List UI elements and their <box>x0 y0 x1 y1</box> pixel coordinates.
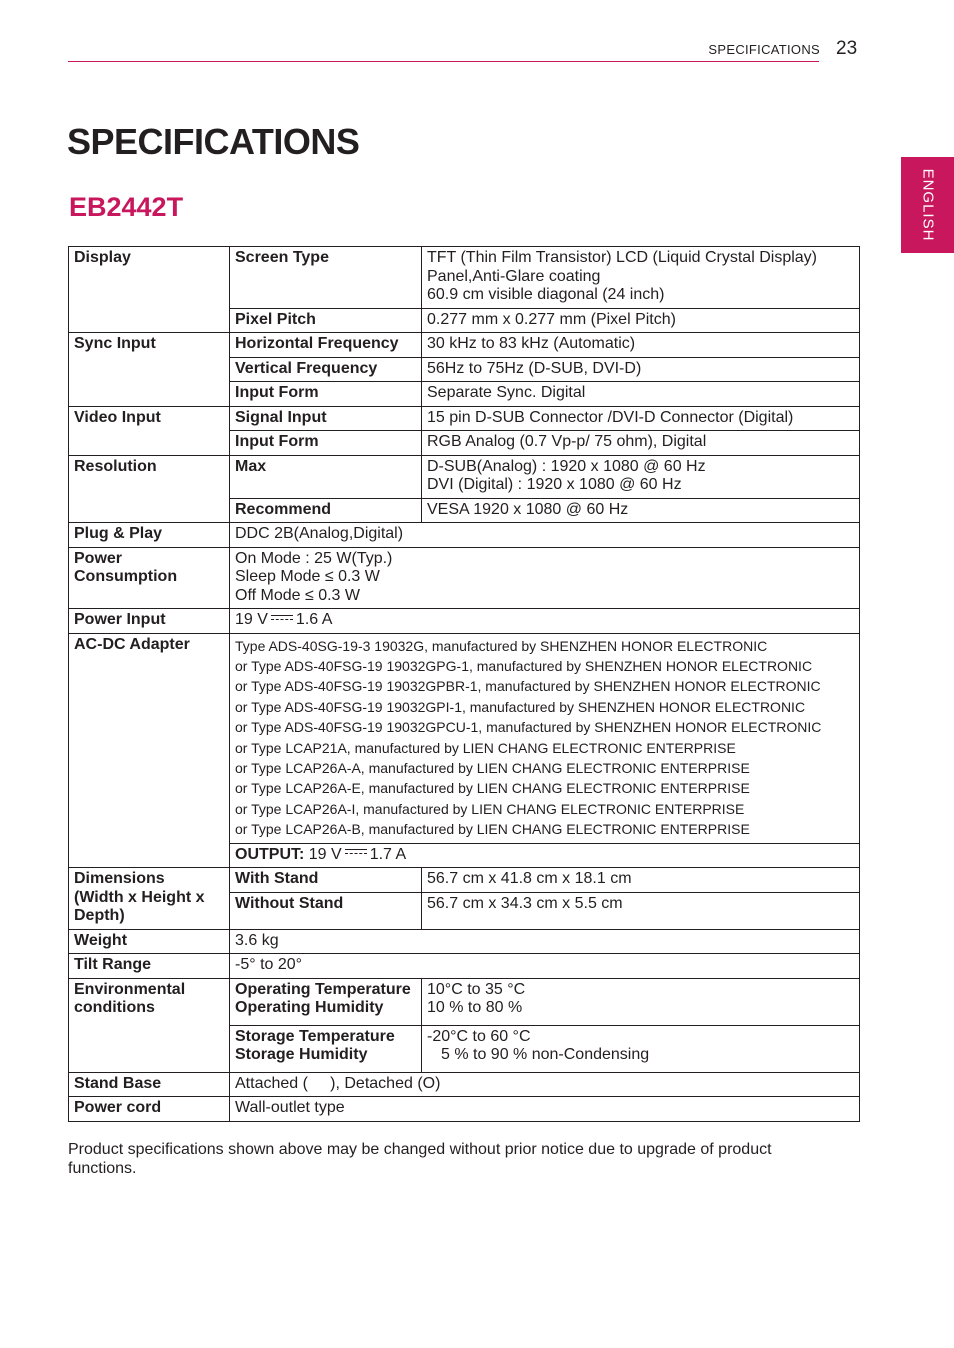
page-title: SPECIFICATIONS <box>67 121 360 162</box>
amp-value: 1.6 A <box>295 611 333 628</box>
table-row <box>69 978 860 1025</box>
header-section-label: SPECIFICATIONS <box>708 42 820 57</box>
value-operating <box>422 978 860 1025</box>
table-row <box>69 406 860 431</box>
value-tilt-range: -5° to 20° <box>230 954 860 979</box>
row-label-plug-and-play: Plug & Play <box>69 523 230 548</box>
sub-label-with-stand: With Stand <box>230 868 422 893</box>
row-label-weight: Weight <box>69 929 230 954</box>
label-line: Dimensions <box>74 870 165 888</box>
value-max-resolution <box>422 455 860 498</box>
label-line: conditions <box>74 999 155 1017</box>
value-video-input-form: RGB Analog (0.7 Vp-p/ 75 ohm), Digital <box>422 431 860 456</box>
label-line: Operating Temperature <box>235 980 411 998</box>
value-line: DVI (Digital) : 1920 x 1080 @ 60 Hz <box>427 476 682 493</box>
dc-symbol-icon <box>345 848 367 856</box>
row-label-dimensions <box>69 868 230 930</box>
value-line: 5 % to 90 % non-Condensing <box>441 1046 650 1064</box>
value-vertical-frequency: 56Hz to 75Hz (D-SUB, DVI-D) <box>422 357 860 382</box>
row-label-stand-base: Stand Base <box>69 1072 230 1097</box>
row-label-power-cord: Power cord <box>69 1097 230 1122</box>
value-line: TFT (Thin Film Transistor) LCD (Liquid Crystal Display) <box>427 249 817 266</box>
table-row <box>69 455 860 498</box>
table-row <box>69 954 860 979</box>
value-with-stand: 56.7 cm x 41.8 cm x 18.1 cm <box>422 868 860 893</box>
spec-table <box>68 246 860 1122</box>
value-power-cord: Wall-outlet type <box>230 1097 860 1122</box>
footnote: Product specifications shown above may be changed without prior notice due to upgrade of product functions. <box>68 1141 772 1177</box>
adapter-line: or Type ADS-40FSG-19 19032GPBR-1, manufactured by SHENZHEN HONOR ELECTRONIC <box>235 678 821 695</box>
table-row <box>69 868 860 893</box>
row-label-display: Display <box>69 247 230 333</box>
row-label-resolution: Resolution <box>69 455 230 523</box>
value-adapter-output <box>230 843 860 868</box>
table-row <box>69 333 860 358</box>
row-label-power-consumption <box>69 547 230 609</box>
value-line: Panel,Anti-Glare coating <box>427 267 601 285</box>
adapter-line: Type ADS-40SG-19-3 19032G, manufactured by SHENZHEN HONOR ELECTRONIC <box>235 637 768 654</box>
label-line: Power <box>74 549 123 567</box>
output-amp: 1.7 A <box>369 845 407 863</box>
value-line: 10 % to 80 % <box>427 999 523 1017</box>
table-row <box>69 633 860 843</box>
table-row <box>69 547 860 609</box>
row-label-power-input: Power Input <box>69 609 230 634</box>
adapter-line: or Type LCAP21A, manufactured by LIEN CHANG ELECTRONIC ENTERPRISE <box>235 739 736 756</box>
header-divider <box>68 61 819 62</box>
label-line: Consumption <box>74 568 178 585</box>
sub-label-vertical-frequency: Vertical Frequency <box>230 357 422 382</box>
label-line: Storage Temperature <box>235 1027 395 1045</box>
table-row <box>69 1097 860 1122</box>
adapter-line: or Type LCAP26A-A, manufactured by LIEN CHANG ELECTRONIC ENTERPRISE <box>235 759 750 776</box>
sub-label-operating <box>230 978 422 1025</box>
row-label-sync-input: Sync Input <box>69 333 230 407</box>
value-power-consumption <box>230 547 860 609</box>
value-without-stand: 56.7 cm x 34.3 cm x 5.5 cm <box>422 892 860 929</box>
sub-label-recommend: Recommend <box>230 498 422 523</box>
adapter-line: or Type ADS-40FSG-19 19032GPG-1, manufactured by SHENZHEN HONOR ELECTRONIC <box>235 657 813 674</box>
value-signal-input: 15 pin D-SUB Connector /DVI-D Connector (Digital) <box>422 406 860 431</box>
row-label-video-input: Video Input <box>69 406 230 455</box>
label-line: Environmental <box>74 980 186 998</box>
value-line: D-SUB(Analog) : 1920 x 1080 @ 60 Hz <box>427 457 706 475</box>
value-storage <box>422 1025 860 1072</box>
sub-label-horizontal-frequency: Horizontal Frequency <box>230 333 422 358</box>
value-stand-base: Attached ( ), Detached (O) <box>230 1072 860 1097</box>
adapter-line: or Type LCAP26A-I, manufactured by LIEN CHANG ELECTRONIC ENTERPRISE <box>235 800 745 817</box>
page-number: 23 <box>836 38 858 59</box>
language-tab-label: ENGLISH <box>919 168 936 242</box>
value-recommend: VESA 1920 x 1080 @ 60 Hz <box>422 498 860 523</box>
table-row <box>69 247 860 309</box>
value-line: -20°C to 60 °C <box>427 1027 531 1045</box>
value-screen-type <box>422 247 860 309</box>
label-line: Storage Humidity <box>235 1046 368 1064</box>
value-sync-input-form: Separate Sync. Digital <box>422 382 860 407</box>
sub-label-pixel-pitch: Pixel Pitch <box>230 308 422 333</box>
sub-label-sync-input-form: Input Form <box>230 382 422 407</box>
sub-label-storage <box>230 1025 422 1072</box>
language-tab <box>901 157 954 253</box>
value-plug-and-play: DDC 2B(Analog,Digital) <box>230 523 860 548</box>
sub-label-signal-input: Signal Input <box>230 406 422 431</box>
sub-label-screen-type: Screen Type <box>230 247 422 309</box>
value-horizontal-frequency: 30 kHz to 83 kHz (Automatic) <box>422 333 860 358</box>
adapter-line: or Type ADS-40FSG-19 19032GPCU-1, manufactured by SHENZHEN HONOR ELECTRONIC <box>235 719 822 736</box>
adapter-line: or Type LCAP26A-B, manufactured by LIEN CHANG ELECTRONIC ENTERPRISE <box>235 821 750 838</box>
output-volt: 19 V <box>308 845 342 863</box>
table-row <box>69 1072 860 1097</box>
sub-label-max: Max <box>230 455 422 498</box>
dc-symbol-icon <box>271 614 293 622</box>
table-row <box>69 523 860 548</box>
value-line: 10°C to 35 °C <box>427 980 526 998</box>
model-heading: EB2442T <box>69 192 184 222</box>
value-line: 60.9 cm visible diagonal (24 inch) <box>427 286 665 303</box>
label-line: Operating Humidity <box>235 999 384 1017</box>
table-row <box>69 609 860 634</box>
value-power-input <box>230 609 860 634</box>
value-weight: 3.6 kg <box>230 929 860 954</box>
label-line: Depth) <box>74 907 125 925</box>
value-adapter-types <box>230 633 860 843</box>
value-line: On Mode : 25 W(Typ.) <box>235 549 393 567</box>
adapter-line: or Type LCAP26A-E, manufactured by LIEN CHANG ELECTRONIC ENTERPRISE <box>235 780 750 797</box>
output-label: OUTPUT: <box>235 845 305 863</box>
row-label-environmental <box>69 978 230 1072</box>
adapter-line: or Type ADS-40FSG-19 19032GPI-1, manufactured by SHENZHEN HONOR ELECTRONIC <box>235 698 806 715</box>
sub-label-without-stand: Without Stand <box>230 892 422 929</box>
label-line: (Width x Height x <box>74 888 205 906</box>
value-line: Off Mode ≤ 0.3 W <box>235 586 360 604</box>
value-pixel-pitch: 0.277 mm x 0.277 mm (Pixel Pitch) <box>422 308 860 333</box>
volt-value: 19 V <box>235 611 268 628</box>
table-row <box>69 929 860 954</box>
sub-label-video-input-form: Input Form <box>230 431 422 456</box>
row-label-ac-dc-adapter: AC-DC Adapter <box>69 633 230 868</box>
row-label-tilt-range: Tilt Range <box>69 954 230 979</box>
value-line: Sleep Mode ≤ 0.3 W <box>235 568 380 585</box>
